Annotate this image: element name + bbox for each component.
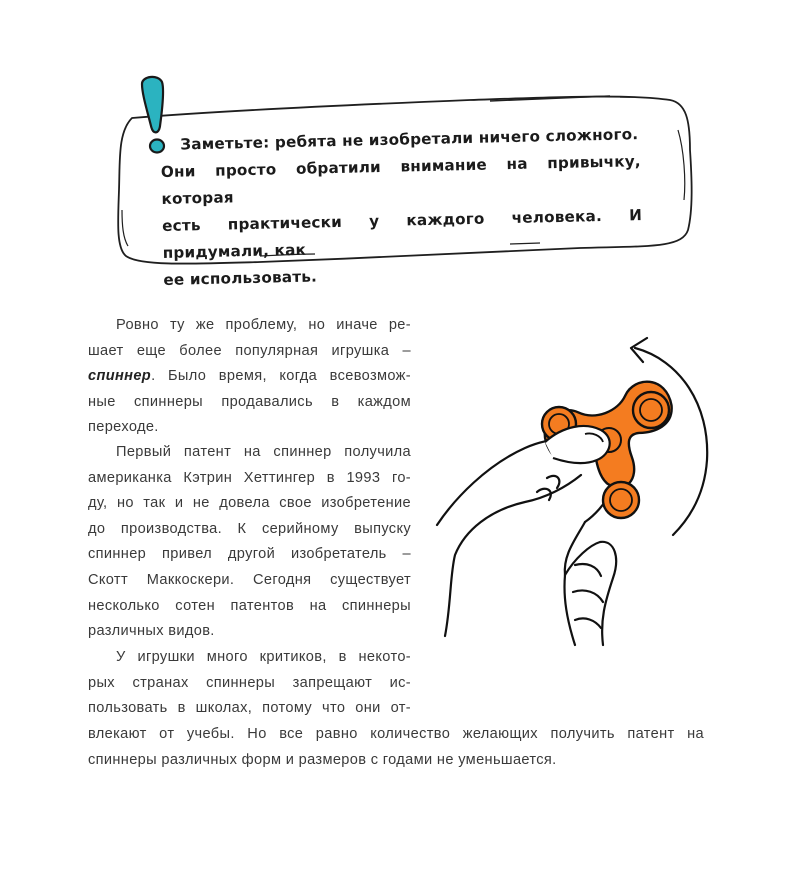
callout-line: ее использовать.	[163, 267, 318, 289]
spinner-illustration	[425, 330, 725, 670]
text-line: спиннеры различных форм и размеров с годами не уменьшается.	[88, 751, 557, 768]
text-line	[88, 364, 411, 390]
text-line: Первый патент на спиннер получила	[116, 444, 411, 460]
callout-text	[160, 121, 644, 294]
text-line: американка Кэтрин Хеттингер в 1993 го-	[88, 469, 411, 486]
text-line: спиннер привел другой изобретатель –	[88, 546, 411, 563]
text-line: влекают от учебы. Но все равно количество желающих получить патент на	[88, 726, 704, 742]
text-line: У игрушки много критиков, в некото-	[116, 649, 411, 665]
callout-line: Заметьте: ребята не изобретали ничего сложного.	[180, 125, 639, 154]
text-line: ду, но так и не довела свое изобретение	[88, 495, 411, 512]
paragraph-3-continued	[88, 722, 704, 773]
text-fragment: . Было время, когда всевозмож-	[151, 368, 411, 385]
text-line: переходе.	[88, 419, 159, 436]
text-line: ные спиннеры продавались в каждом	[88, 393, 411, 410]
text-line: шает еще более популярная игрушка –	[88, 342, 411, 359]
callout-line: Они просто обратили внимание на привычку, которая	[160, 152, 641, 208]
text-line: Скотт Маккоскери. Сегодня существует	[88, 571, 411, 588]
text-line: различных видов.	[88, 623, 215, 640]
bold-term: спиннер	[88, 368, 152, 385]
paragraph-3	[88, 645, 411, 722]
fidget-spinner-hand-icon	[425, 330, 725, 670]
paragraph-2	[88, 440, 411, 645]
text-line: пользовать в школах, потому что они от-	[88, 700, 411, 717]
text-line: несколько сотен патентов на спиннеры	[88, 597, 411, 614]
text-line: Ровно ту же проблему, но иначе ре-	[116, 317, 411, 333]
paragraph-1	[88, 313, 411, 441]
text-line: рых странах спиннеры запрещают ис-	[88, 674, 411, 691]
text-line: до производства. К серийному выпуску	[88, 520, 411, 537]
callout-box	[110, 70, 700, 289]
callout-line: есть практически у каждого человека. И придумали, как	[161, 206, 643, 262]
